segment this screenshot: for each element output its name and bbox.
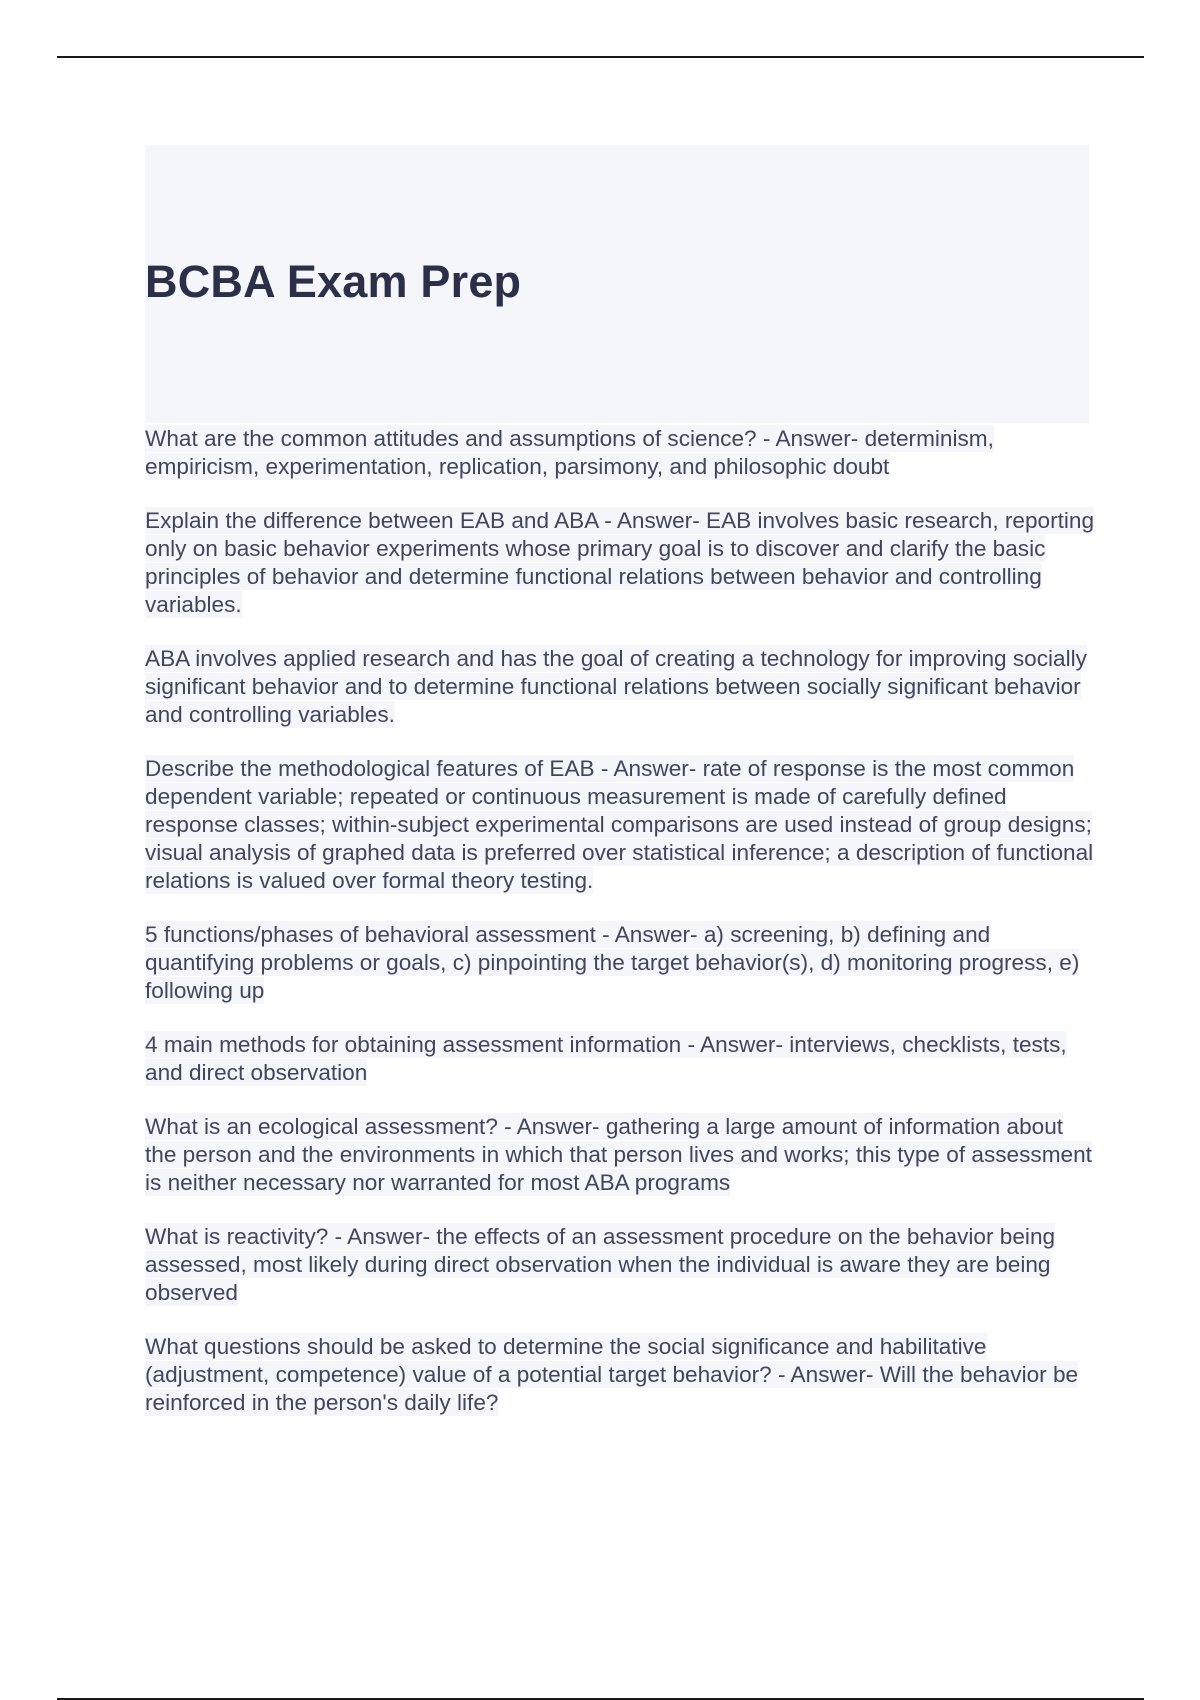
- qa-item: [145, 755, 1095, 895]
- qa-text: What is an ecological assessment? - Answer- gathering a large amount of information about the person and the environments in which that person lives and works; this type of assessment is neither necessary nor warranted for most ABA programs: [145, 1114, 1092, 1195]
- qa-text: Describe the methodological features of EAB - Answer- rate of response is the most common dependent variable; repeated or continuous measurement is made of carefully defined response classes; within-subject experimental comparisons are used instead of group designs; visual analysis of graphed data is preferred over statistical inference; a description of functional relations is valued over formal theory testing.: [145, 756, 1094, 893]
- qa-text: ABA involves applied research and has the goal of creating a technology for improving socially significant behavior and to determine functional relations between socially significant behavior and controlling variables.: [145, 646, 1087, 727]
- qa-item: [145, 507, 1095, 619]
- qa-item: [145, 645, 1095, 729]
- qa-text: Explain the difference between EAB and ABA - Answer- EAB involves basic research, reporting only on basic behavior experiments whose primary goal is to discover and clarify the basic principles of behavior and determine functional relations between behavior and controlling variables.: [145, 508, 1095, 617]
- qa-text: What questions should be asked to determine the social significance and habilitative (adjustment, competence) value of a potential target behavior? - Answer- Will the behavior be reinforced in the person's daily life?: [145, 1334, 1079, 1415]
- qa-item: [145, 921, 1095, 1005]
- qa-text: What are the common attitudes and assumptions of science? - Answer- determinism, empiricism, experimentation, replication, parsimony, and philosophic doubt: [145, 426, 994, 479]
- qa-list: [145, 425, 1095, 1443]
- page-title: BCBA Exam Prep: [145, 256, 522, 307]
- qa-item: [145, 1223, 1095, 1307]
- qa-text: What is reactivity? - Answer- the effects of an assessment procedure on the behavior being assessed, most likely during direct observation when the individual is aware they are being observed: [145, 1224, 1056, 1305]
- top-rule: [57, 56, 1144, 58]
- qa-item: [145, 1113, 1095, 1197]
- qa-item: [145, 425, 1095, 481]
- qa-text: 4 main methods for obtaining assessment information - Answer- interviews, checklists, tests, and direct observation: [145, 1032, 1067, 1085]
- qa-text: 5 functions/phases of behavioral assessment - Answer- a) screening, b) defining and quantifying problems or goals, c) pinpointing the target behavior(s), d) monitoring progress, e) following up: [145, 922, 1080, 1003]
- qa-item: [145, 1333, 1095, 1417]
- qa-item: [145, 1031, 1095, 1087]
